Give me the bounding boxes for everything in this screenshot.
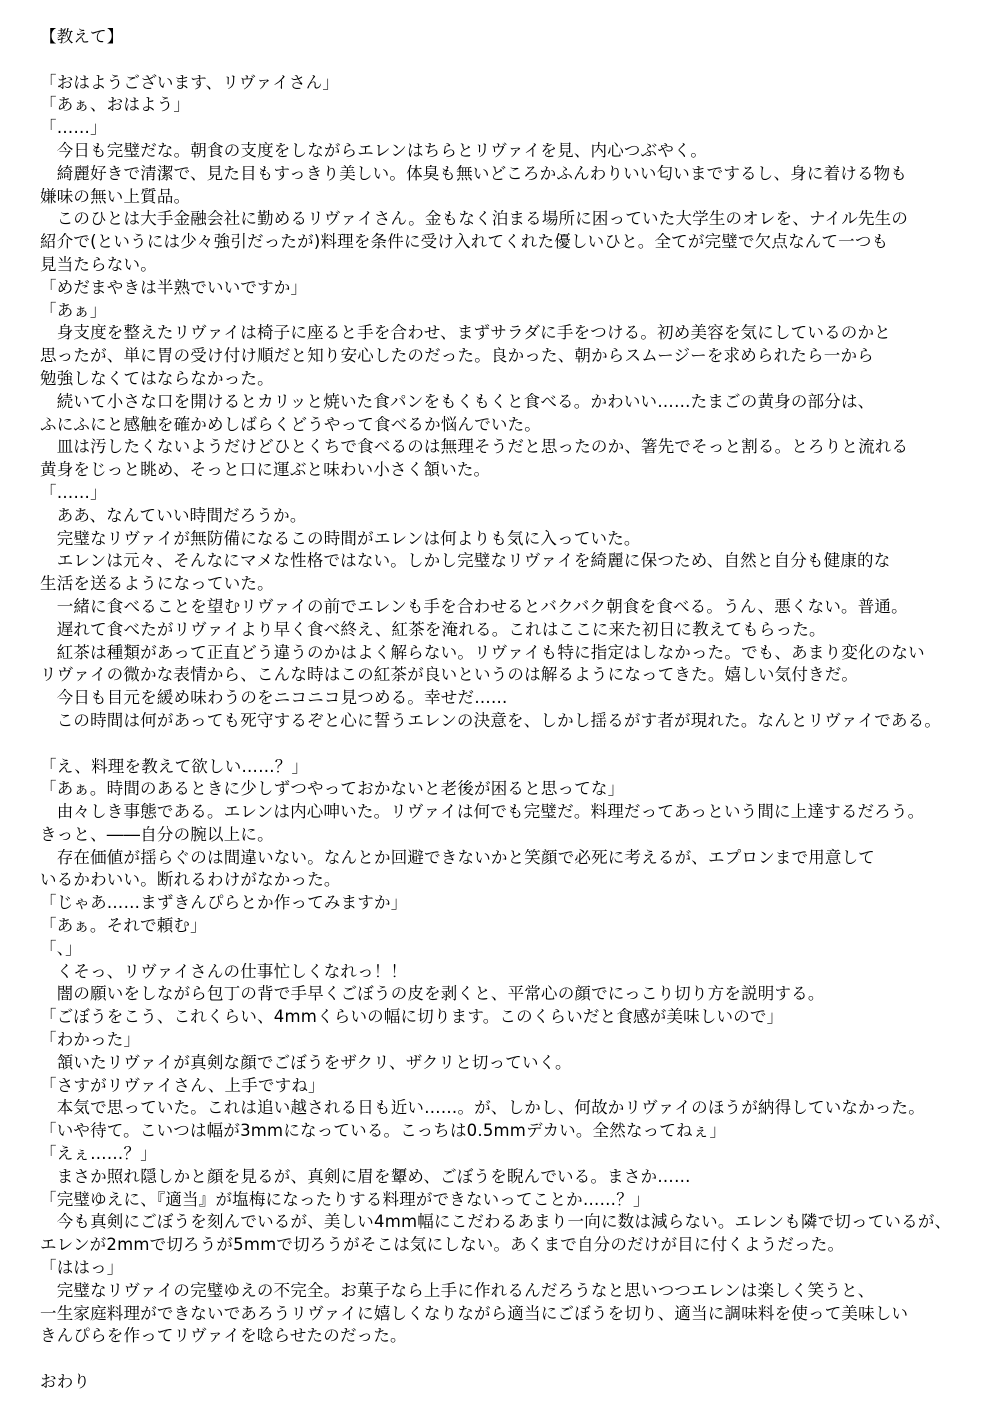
text-line: 「え、料理を教えて欲しい……？」 [40, 756, 309, 776]
blank-line [40, 733, 980, 756]
text-line: 闇の願いをしながら包丁の背で手早くごぼうの皮を剥くと、平常心の顔でにっこり切り方を説明する。 [40, 984, 825, 1004]
text-line: 「わかった」 [40, 1030, 141, 1050]
text-line: きっと、――自分の腕以上に。 [40, 824, 274, 844]
text-line: 嫌味の無い上質品。 [40, 186, 191, 206]
text-line: リヴァイの微かな表情から、こんな時はこの紅茶が良いというのは解るようになってきた。嬉しい気付きだ。 [40, 665, 859, 685]
text-line: 由々しき事態である。エレンは内心呻いた。リヴァイは何でも完璧だ。料理だってあっという間に上達するだろう。 [40, 802, 925, 822]
text-line: 「めだまやきは半熟でいいですか」 [40, 277, 308, 297]
text-line: 紅茶は種類があって正直どう違うのかはよく解らない。リヴァイも特に指定はしなかった。でも、あまり変化のない [40, 642, 925, 662]
text-line: 「……」 [40, 118, 107, 138]
text-line: きんぴらを作ってリヴァイを唸らせたのだった。 [40, 1326, 407, 1346]
text-line: 「あぁ。時間のあるときに少しずつやっておかないと老後が困ると思ってな」 [40, 779, 625, 799]
text-line: このひとは大手金融会社に勤めるリヴァイさん。金もなく泊まる場所に困っていた大学生のオレを、ナイル先生の [40, 209, 909, 229]
text-line: 遅れて食べたがリヴァイより早く食べ終え、紅茶を淹れる。これはここに来た初日に教えてもらった。 [40, 619, 826, 639]
text-line: 身支度を整えたリヴァイは椅子に座ると手を合わせ、まずサラダに手をつける。初め美容を気にしているのかと [40, 323, 891, 343]
text-line: 「いや待て。こいつは幅が3mmになっている。こっちは0.5mmデカい。全然なってねぇ」 [40, 1121, 727, 1141]
text-line: 本気で思っていた。これは追い越される日も近い……。が、しかし、何故かリヴァイのほうが納得していなかった。 [40, 1098, 925, 1118]
text-line: 「完璧ゆえに、『適当』が塩梅になったりする料理ができないってことか……？」 [40, 1189, 650, 1209]
text-line: 紹介で(というには少々強引だったが)料理を条件に受け入れてくれた優しいひと。全てが完璧で欠点なんて一つも [40, 232, 889, 252]
text-line: 皿は汚したくないようだけどひとくちで食べるのは無理そうだと思ったのか、箸先でそっと割る。とろりと流れる [40, 437, 909, 457]
text-line: 「、」 [40, 938, 82, 958]
text-line: 「あぁ」 [40, 300, 107, 320]
text-line: 「ははっ」 [40, 1258, 124, 1278]
text-line: 続いて小さな口を開けるとカリッと焼いた食パンをもくもくと食べる。かわいい……たまごの黄身の部分は、 [40, 391, 875, 411]
text-line: 「……」 [40, 482, 107, 502]
text-line: 一生家庭料理ができないであろうリヴァイに嬉しくなりながら適当にごぼうを切り、適当に調味料を使って美味しい [40, 1303, 909, 1323]
text-line: 綺麗好きで清潔で、見た目もすっきり美しい。体臭も無いどころかふんわりいい匂いまでするし、身に着ける物も [40, 163, 908, 183]
text-line: 頷いたリヴァイが真剣な顔でごぼうをザクリ、ザクリと切っていく。 [40, 1052, 572, 1072]
text-line: 「えぇ……？」 [40, 1144, 157, 1164]
text-line: まさか照れ隠しかと顔を見るが、真剣に眉を顰め、ごぼうを睨んでいる。まさか…… [40, 1166, 691, 1186]
text-line: 「おはようございます、リヴァイさん」 [40, 72, 340, 92]
text-line: エレンは元々、そんなにマメな性格ではない。しかし完璧なリヴァイを綺麗に保つため、自然と自分も健康的な [40, 551, 891, 571]
text-line: 一緒に食べることを望むリヴァイの前でエレンも手を合わせるとバクバク朝食を食べる。うん、悪くない。普通。 [40, 596, 908, 616]
text-line: 黄身をじっと眺め、そっと口に運ぶと味わい小さく頷いた。 [40, 460, 491, 480]
document-title: 【教えて】 [40, 27, 124, 46]
text-line: ああ、なんていい時間だろうか。 [40, 505, 307, 525]
text-line: くそっ、リヴァイさんの仕事忙しくなれっ！！ [40, 961, 408, 981]
text-line: 完璧なリヴァイが無防備になるこの時間がエレンは何よりも気に入っていた。 [40, 528, 641, 548]
text-line: 「あぁ、おはよう」 [40, 95, 191, 115]
text-line: 「ごぼうをこう、これくらい、4mmくらいの幅に切ります。このくらいだと食感が美味しいので」 [40, 1007, 784, 1027]
text-line: 今日も目元を緩め味わうのをニコニコ見つめる。幸せだ…… [40, 688, 508, 708]
text-line: 見当たらない。 [40, 254, 157, 274]
document-ending: おわり [40, 1372, 91, 1392]
text-line: 今も真剣にごぼうを刻んでいるが、美しい4mm幅にこだわるあまり一向に数は減らない。エレンも隣で切っているが、 [40, 1212, 952, 1232]
text-line: ふにふにと感触を確かめしばらくどうやって食べるか悩んでいた。 [40, 414, 541, 434]
text-line: 「じゃあ……まずきんぴらとか作ってみますか」 [40, 893, 408, 913]
blank-line [40, 1348, 980, 1371]
text-line: 「さすがリヴァイさん、上手ですね」 [40, 1075, 325, 1095]
text-line: 生活を送るようになっていた。 [40, 574, 274, 594]
text-line: 「あぁ。それで頼む」 [40, 916, 207, 936]
text-line: エレンが2mmで切ろうが5mmで切ろうがそこは気にしない。あくまで自分のだけが目に付くようだった。 [40, 1235, 845, 1255]
text-line: 勉強しなくてはならなかった。 [40, 368, 274, 388]
document-page [40, 26, 980, 1394]
text-line: この時間は何があっても死守するぞと心に誓うエレンの決意を、しかし揺るがす者が現れた。なんとリヴァイである。 [40, 710, 942, 730]
text-line: 存在価値が揺らぐのは間違いない。なんとか回避できないかと笑顔で必死に考えるが、エプロンまで用意して [40, 847, 875, 867]
document-body [40, 49, 980, 1371]
blank-line [40, 49, 980, 72]
text-line: 完璧なリヴァイの完璧ゆえの不完全。お菓子なら上手に作れるんだろうなと思いつつエレンは楽しく笑うと、 [40, 1280, 875, 1300]
text-line: 今日も完璧だな。朝食の支度をしながらエレンはちらとリヴァイを見、内心つぶやく。 [40, 140, 708, 160]
text-line: 思ったが、単に胃の受け付け順だと知り安心したのだった。良かった、朝からスムージーを求められたら一から [40, 346, 874, 366]
text-line: いるかわいい。断れるわけがなかった。 [40, 870, 341, 890]
